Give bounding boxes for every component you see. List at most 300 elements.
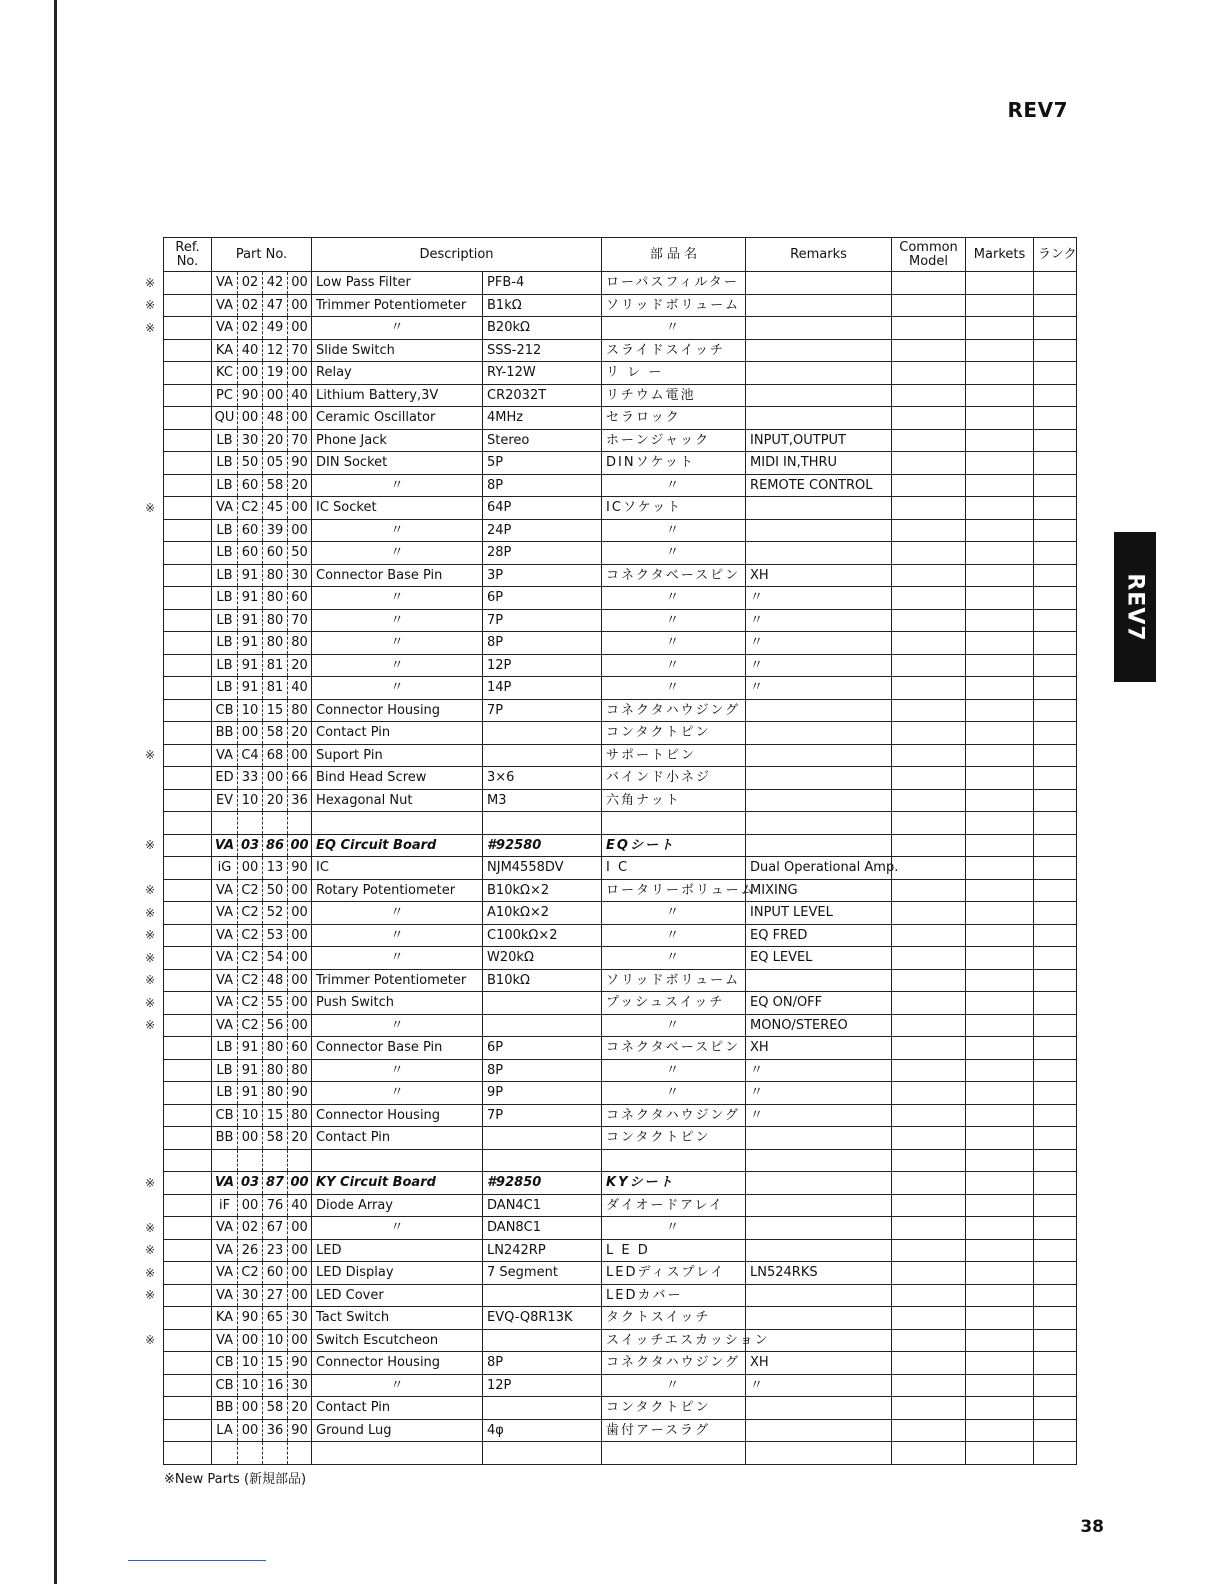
part-no-seg4: 90 [288, 857, 312, 880]
common-model-cell [892, 722, 966, 745]
spec-cell: B20kΩ [483, 317, 602, 340]
table-row [164, 294, 1077, 317]
part-no-prefix: LB [212, 542, 238, 565]
spec-cell: 7P [483, 1104, 602, 1127]
ref-cell [164, 564, 212, 587]
part-no-seg3: 10 [263, 1329, 288, 1352]
new-part-mark [140, 1037, 160, 1060]
description-cell: Phone Jack [312, 429, 483, 452]
new-part-mark: ※ [144, 973, 156, 987]
jp-name-cell: スライドスイッチ [602, 339, 746, 362]
part-no-seg4: 20 [288, 722, 312, 745]
description-cell: Low Pass Filter [312, 272, 483, 295]
table-row [164, 789, 1077, 812]
part-no-prefix: LB [212, 452, 238, 475]
jp-name-cell: 〃 [602, 924, 746, 947]
spec-cell: C100kΩ×2 [483, 924, 602, 947]
ref-cell [164, 519, 212, 542]
description-cell: Ceramic Oscillator [312, 407, 483, 430]
part-no-prefix [212, 1149, 238, 1172]
part-no-prefix [212, 1442, 238, 1465]
description-cell: IC [312, 857, 483, 880]
common-model-cell [892, 1149, 966, 1172]
common-model-cell [892, 1442, 966, 1465]
table-row [164, 744, 1077, 767]
common-model-cell [892, 1307, 966, 1330]
description-cell: 〃 [312, 1374, 483, 1397]
rank-cell [1034, 1104, 1077, 1127]
markets-cell [966, 1352, 1034, 1375]
spec-cell [483, 1127, 602, 1150]
part-no-seg2: 10 [238, 1374, 263, 1397]
common-model-cell [892, 834, 966, 857]
markets-cell [966, 789, 1034, 812]
rank-cell [1034, 722, 1077, 745]
jp-name-cell: 〃 [602, 654, 746, 677]
markets-cell [966, 654, 1034, 677]
part-no-prefix: VA [212, 924, 238, 947]
description-cell: 〃 [312, 587, 483, 610]
common-model-cell [892, 1374, 966, 1397]
new-part-mark [140, 1442, 160, 1465]
common-model-cell [892, 924, 966, 947]
col-header-rank: ランク [1034, 238, 1077, 272]
markets-cell [966, 812, 1034, 835]
part-no-seg3: 20 [263, 429, 288, 452]
spec-cell: 5P [483, 452, 602, 475]
part-no-seg2: 10 [238, 1104, 263, 1127]
remarks-cell [746, 969, 892, 992]
part-no-seg3: 50 [263, 879, 288, 902]
table-row [164, 1149, 1077, 1172]
part-no-seg3: 05 [263, 452, 288, 475]
jp-name-cell: 〃 [602, 902, 746, 925]
rank-cell [1034, 564, 1077, 587]
spec-cell [483, 744, 602, 767]
part-no-prefix: VA [212, 272, 238, 295]
part-no-seg2: 00 [238, 1127, 263, 1150]
part-no-prefix: KA [212, 339, 238, 362]
ref-cell [164, 1082, 212, 1105]
common-model-cell [892, 1059, 966, 1082]
rank-cell [1034, 879, 1077, 902]
table-row [164, 272, 1077, 295]
markets-cell [966, 452, 1034, 475]
remarks-cell: Dual Operational Amp. [746, 857, 892, 880]
remarks-cell: XH [746, 564, 892, 587]
part-no-seg3: 20 [263, 789, 288, 812]
remarks-cell [746, 1307, 892, 1330]
new-part-mark [140, 1419, 160, 1442]
part-no-seg4: 00 [288, 1172, 312, 1195]
new-part-mark: ※ [144, 500, 156, 515]
table-row [164, 924, 1077, 947]
spec-cell: 4φ [483, 1419, 602, 1442]
markets-cell [966, 294, 1034, 317]
common-model-cell [892, 474, 966, 497]
part-no-prefix: VA [212, 1262, 238, 1285]
spec-cell: PFB-4 [483, 272, 602, 295]
jp-name-cell: 〃 [602, 947, 746, 970]
model-header: REV7 [1007, 98, 1068, 122]
description-cell: 〃 [312, 542, 483, 565]
table-row [164, 947, 1077, 970]
rank-cell [1034, 317, 1077, 340]
markets-cell [966, 339, 1034, 362]
part-no-seg4: 50 [288, 542, 312, 565]
description-cell: 〃 [312, 1014, 483, 1037]
col-header-part-no: Part No. [212, 238, 312, 272]
remarks-cell [746, 339, 892, 362]
part-no-seg4: 00 [288, 1239, 312, 1262]
common-model-cell [892, 362, 966, 385]
part-no-seg3: 23 [263, 1239, 288, 1262]
jp-name-cell: 〃 [602, 587, 746, 610]
page-binding-edge [54, 0, 57, 1584]
part-no-seg4: 00 [288, 924, 312, 947]
col-header-remarks: Remarks [746, 238, 892, 272]
rank-cell [1034, 834, 1077, 857]
part-no-seg4: 20 [288, 1397, 312, 1420]
description-cell: Hexagonal Nut [312, 789, 483, 812]
part-no-seg2: 30 [238, 429, 263, 452]
spec-cell: M3 [483, 789, 602, 812]
markets-cell [966, 857, 1034, 880]
description-cell: LED Cover [312, 1284, 483, 1307]
part-no-seg2: C2 [238, 947, 263, 970]
part-no-seg2: 91 [238, 564, 263, 587]
part-no-seg2: 90 [238, 384, 263, 407]
table-row [164, 1059, 1077, 1082]
jp-name-cell [602, 1442, 746, 1465]
description-cell: 〃 [312, 654, 483, 677]
ref-cell [164, 1374, 212, 1397]
part-no-seg2: 90 [238, 1307, 263, 1330]
bottom-underline [128, 1560, 266, 1561]
markets-cell [966, 1262, 1034, 1285]
spec-cell: 64P [483, 497, 602, 520]
common-model-cell [892, 1284, 966, 1307]
spec-cell: DAN8C1 [483, 1217, 602, 1240]
description-cell: LED Display [312, 1262, 483, 1285]
part-no-seg4: 00 [288, 1217, 312, 1240]
rank-cell [1034, 677, 1077, 700]
jp-name-cell: 〃 [602, 609, 746, 632]
ref-cell [164, 1037, 212, 1060]
table-row [164, 857, 1077, 880]
common-model-cell [892, 497, 966, 520]
table-row [164, 767, 1077, 790]
description-cell: Ground Lug [312, 1419, 483, 1442]
markets-cell [966, 407, 1034, 430]
description-cell: Contact Pin [312, 1397, 483, 1420]
part-no-seg2: 00 [238, 1329, 263, 1352]
description-cell: Contact Pin [312, 722, 483, 745]
part-no-seg3: 54 [263, 947, 288, 970]
part-no-prefix: iF [212, 1194, 238, 1217]
remarks-cell: MONO/STEREO [746, 1014, 892, 1037]
ref-cell [164, 1217, 212, 1240]
table-row [164, 1419, 1077, 1442]
part-no-prefix: LB [212, 1082, 238, 1105]
spec-cell: 8P [483, 474, 602, 497]
markets-cell [966, 1217, 1034, 1240]
common-model-cell [892, 699, 966, 722]
table-row [164, 654, 1077, 677]
side-index-tab [1114, 532, 1156, 682]
new-part-mark [140, 654, 160, 677]
part-no-seg2: 00 [238, 362, 263, 385]
new-part-mark: ※ [144, 905, 156, 920]
remarks-cell: 〃 [746, 609, 892, 632]
markets-cell [966, 699, 1034, 722]
ref-cell [164, 1104, 212, 1127]
part-no-seg4: 00 [288, 744, 312, 767]
part-no-seg2: 02 [238, 294, 263, 317]
ref-cell [164, 1284, 212, 1307]
part-no-seg2: 91 [238, 1059, 263, 1082]
part-no-seg3: 56 [263, 1014, 288, 1037]
markets-cell [966, 677, 1034, 700]
ref-cell [164, 1352, 212, 1375]
description-cell: Suport Pin [312, 744, 483, 767]
ref-cell [164, 969, 212, 992]
new-part-mark [140, 1149, 160, 1172]
new-part-mark [140, 1127, 160, 1150]
spec-cell: B10kΩ×2 [483, 879, 602, 902]
spec-cell: 7 Segment [483, 1262, 602, 1285]
remarks-cell [746, 1442, 892, 1465]
part-no-seg3: 53 [263, 924, 288, 947]
ref-cell [164, 699, 212, 722]
col-header-markets: Markets [966, 238, 1034, 272]
jp-name-cell: ソリッドボリューム [602, 969, 746, 992]
ref-cell [164, 1262, 212, 1285]
spec-cell [483, 1014, 602, 1037]
spec-cell: 6P [483, 587, 602, 610]
jp-name-cell: 〃 [602, 1217, 746, 1240]
ref-cell [164, 317, 212, 340]
new-part-mark: ※ [144, 1333, 156, 1347]
table-row [164, 407, 1077, 430]
table-row [164, 812, 1077, 835]
jp-name-cell: コンタクトピン [602, 1397, 746, 1420]
part-no-seg3: 67 [263, 1217, 288, 1240]
table-row [164, 1104, 1077, 1127]
table-row [164, 834, 1077, 857]
rank-cell [1034, 744, 1077, 767]
jp-name-cell: LEDディスプレイ [602, 1262, 746, 1285]
table-header-row [164, 238, 1077, 272]
part-no-seg4: 00 [288, 992, 312, 1015]
table-row [164, 1239, 1077, 1262]
jp-name-cell: コネクタハウジング [602, 1352, 746, 1375]
part-no-seg3: 81 [263, 654, 288, 677]
part-no-seg4: 00 [288, 1014, 312, 1037]
spec-cell: 12P [483, 654, 602, 677]
spec-cell: #92850 [483, 1172, 602, 1195]
part-no-prefix: LB [212, 1037, 238, 1060]
part-no-prefix: VA [212, 902, 238, 925]
rank-cell [1034, 1172, 1077, 1195]
common-model-cell [892, 1419, 966, 1442]
markets-cell [966, 632, 1034, 655]
part-no-seg2 [238, 1442, 263, 1465]
table-row [164, 1082, 1077, 1105]
common-model-cell [892, 1397, 966, 1420]
new-part-mark [140, 564, 160, 587]
common-model-cell [892, 1127, 966, 1150]
new-part-mark [140, 1194, 160, 1217]
new-part-mark: ※ [144, 1018, 156, 1032]
part-no-seg3: 39 [263, 519, 288, 542]
part-no-prefix: LB [212, 587, 238, 610]
ref-cell [164, 429, 212, 452]
part-no-seg2: 03 [238, 834, 263, 857]
part-no-seg4: 80 [288, 1104, 312, 1127]
markets-cell [966, 924, 1034, 947]
table-row [164, 1262, 1077, 1285]
part-no-seg2: 00 [238, 1397, 263, 1420]
part-no-seg3: 55 [263, 992, 288, 1015]
ref-cell [164, 1442, 212, 1465]
remarks-cell [746, 834, 892, 857]
part-no-seg3: 19 [263, 362, 288, 385]
part-no-seg4: 00 [288, 947, 312, 970]
ref-cell [164, 767, 212, 790]
new-part-mark [140, 812, 160, 835]
jp-name-cell: スイッチエスカッション [602, 1329, 746, 1352]
remarks-cell [746, 362, 892, 385]
common-model-cell [892, 1172, 966, 1195]
part-no-seg2: 02 [238, 1217, 263, 1240]
part-no-prefix: QU [212, 407, 238, 430]
part-no-seg4: 40 [288, 677, 312, 700]
ref-cell [164, 677, 212, 700]
spec-cell: #92580 [483, 834, 602, 857]
part-no-seg3: 58 [263, 1127, 288, 1150]
jp-name-cell: コンタクトピン [602, 1127, 746, 1150]
part-no-seg3: 80 [263, 609, 288, 632]
description-cell: 〃 [312, 947, 483, 970]
markets-cell [966, 1329, 1034, 1352]
part-no-prefix: BB [212, 722, 238, 745]
part-no-seg4: 00 [288, 1262, 312, 1285]
table-row [164, 879, 1077, 902]
table-row [164, 1374, 1077, 1397]
jp-name-cell: ホーンジャック [602, 429, 746, 452]
part-no-seg4: 00 [288, 407, 312, 430]
new-part-mark [140, 609, 160, 632]
common-model-cell [892, 677, 966, 700]
remarks-cell [746, 1149, 892, 1172]
rank-cell [1034, 519, 1077, 542]
new-part-mark [140, 789, 160, 812]
part-no-seg4: 00 [288, 969, 312, 992]
jp-name-cell: 〃 [602, 542, 746, 565]
description-cell: Tact Switch [312, 1307, 483, 1330]
remarks-cell: REMOTE CONTROL [746, 474, 892, 497]
jp-name-cell: 〃 [602, 632, 746, 655]
part-no-seg4 [288, 1149, 312, 1172]
ref-cell [164, 924, 212, 947]
page-number: 38 [1080, 1517, 1104, 1537]
part-no-seg2: C2 [238, 924, 263, 947]
remarks-cell [746, 699, 892, 722]
new-part-mark [140, 542, 160, 565]
jp-name-cell: ダイオードアレイ [602, 1194, 746, 1217]
rank-cell [1034, 1014, 1077, 1037]
rank-cell [1034, 1352, 1077, 1375]
new-part-mark [140, 1082, 160, 1105]
description-cell: 〃 [312, 609, 483, 632]
spec-cell: 9P [483, 1082, 602, 1105]
common-model-cell [892, 542, 966, 565]
jp-name-cell: 〃 [602, 1014, 746, 1037]
part-no-seg2: C4 [238, 744, 263, 767]
part-no-seg4: 20 [288, 654, 312, 677]
part-no-seg2: 10 [238, 699, 263, 722]
description-cell: Rotary Potentiometer [312, 879, 483, 902]
spec-cell [483, 1442, 602, 1465]
table-row [164, 1172, 1077, 1195]
ref-cell [164, 744, 212, 767]
part-no-seg2: C2 [238, 1262, 263, 1285]
col-header-jp-name: 部 品 名 [602, 238, 746, 272]
jp-name-cell [602, 1149, 746, 1172]
ref-cell [164, 1059, 212, 1082]
table-row [164, 317, 1077, 340]
rank-cell [1034, 339, 1077, 362]
description-cell [312, 1149, 483, 1172]
jp-name-cell: ロータリーボリューム [602, 879, 746, 902]
part-no-prefix: LB [212, 654, 238, 677]
new-part-mark: ※ [144, 1175, 156, 1190]
spec-cell: NJM4558DV [483, 857, 602, 880]
common-model-cell [892, 902, 966, 925]
new-part-mark [140, 1352, 160, 1375]
common-model-cell [892, 384, 966, 407]
part-no-prefix: VA [212, 1172, 238, 1195]
part-no-seg4: 90 [288, 452, 312, 475]
new-part-mark [140, 857, 160, 880]
markets-cell [966, 1307, 1034, 1330]
description-cell: EQ Circuit Board [312, 834, 483, 857]
ref-cell [164, 947, 212, 970]
part-no-prefix: LB [212, 1059, 238, 1082]
part-no-seg4: 00 [288, 1329, 312, 1352]
spec-cell [483, 722, 602, 745]
table-row [164, 609, 1077, 632]
part-no-seg4 [288, 812, 312, 835]
ref-cell [164, 1014, 212, 1037]
part-no-seg4: 00 [288, 272, 312, 295]
new-part-mark: ※ [144, 928, 156, 942]
table-row [164, 519, 1077, 542]
part-no-seg3: 81 [263, 677, 288, 700]
jp-name-cell: セラロック [602, 407, 746, 430]
part-no-seg2 [238, 812, 263, 835]
spec-cell: RY-12W [483, 362, 602, 385]
remarks-cell [746, 519, 892, 542]
part-no-seg4: 00 [288, 902, 312, 925]
table-row [164, 992, 1077, 1015]
part-no-seg3: 86 [263, 834, 288, 857]
jp-name-cell: I C [602, 857, 746, 880]
part-no-prefix: ED [212, 767, 238, 790]
common-model-cell [892, 1194, 966, 1217]
common-model-cell [892, 1082, 966, 1105]
